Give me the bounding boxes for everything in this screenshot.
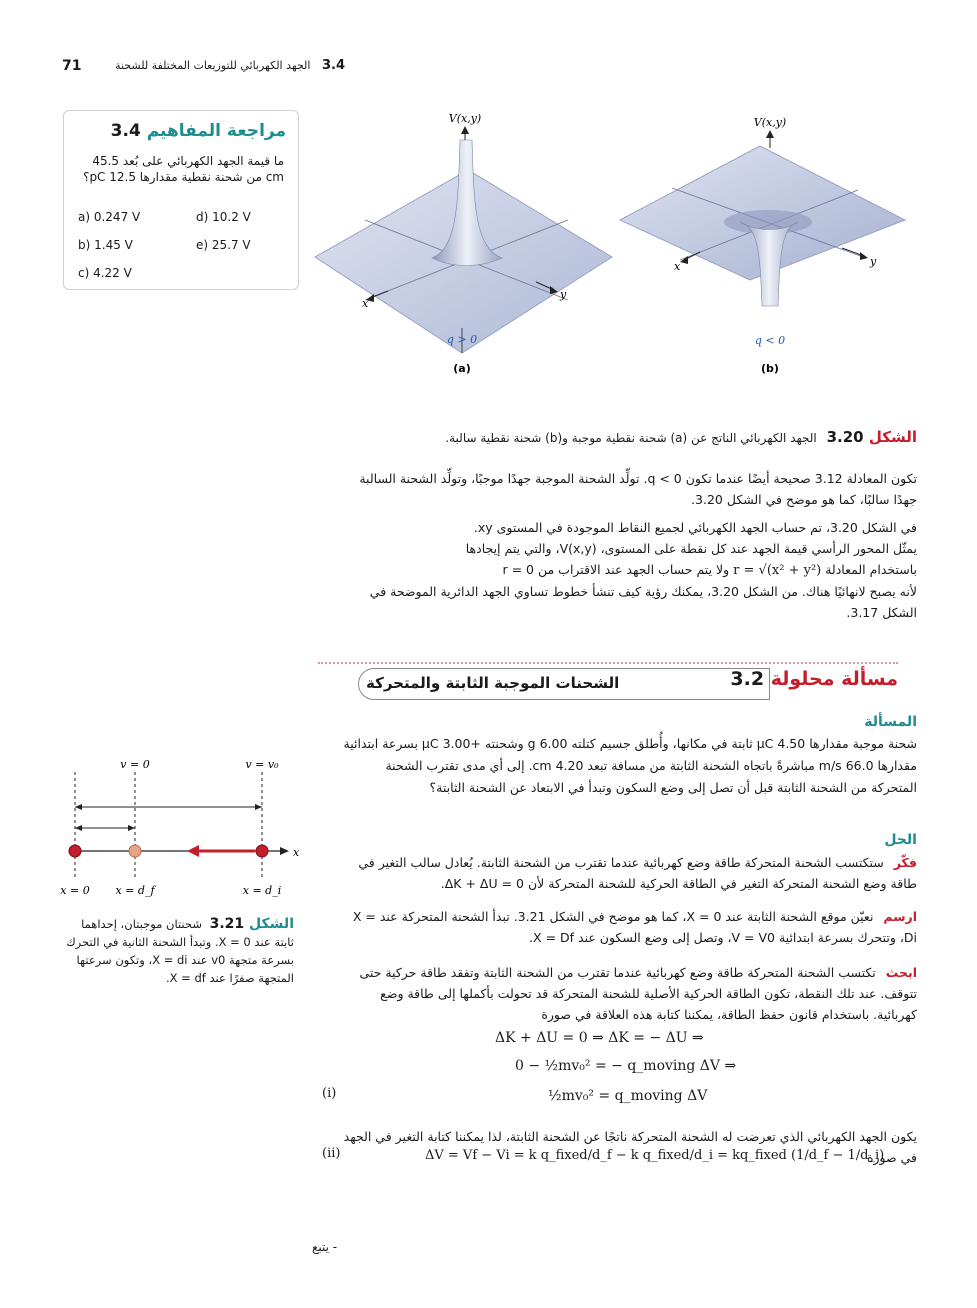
z-arrow-icon [461,126,469,134]
charge-label: q < 0 [754,334,786,347]
think-text: ستكتسب الشحنة المتحركة طاقة وضع كهربائية عندما تقترب من الشحنة الثابتة. يُعادل سالب التغير في طاقة وضع الشحنة المتحركة التغير في الطاقة الحركية للشحنة المتحركة لأن ΔK + ΔU = 0. [358,855,917,891]
continues-label: - يتبع [312,1240,338,1254]
paragraph-2-line-3 [337,559,917,581]
paragraph-2-line-4: لأنه يصبح لانهائيًا هناك. من الشكل 3.20، يمكنك رؤية كيف تنشأ خطوط تساوي الجهد الدائرية الموضحة في الشكل 3.17. [369,584,917,620]
equation-2: 0 − ½mv₀² = − q_moving ΔV ⇒ [515,1058,737,1074]
sketch-step [337,906,917,948]
z-axis-label: V(x,y) [448,112,482,125]
problem-section [337,712,917,799]
problem-text: شحنة موجبة مقدارها 4.50 μC ثابتة في مكانها، وأُطلق جسيم كتلته 6.00 g وشحنته +3.00 μC بسرعة ابتدائية مقدارها 66.0 m/s مباشرةً باتجاه الشحنة الثابتة من مسافة تبعد 4.20 cm. إلى أي مدى تقترب الشحنة المتحركة من الشحنة الثابتة قبل أن تصل إلى وضع السكون وتبدأ في الابتعاد عن الشحنة الثابتة؟ [343,736,917,795]
solution-heading-text: الحل [884,832,917,848]
option-b: b) 1.45 V [78,238,133,252]
x0-label: x = 0 [60,884,90,897]
x-axis-label: x [293,846,300,859]
figure-number: 3.20 [826,428,864,446]
equation-4: ΔV = Vf − Vi = k q_fixed/d_f − k q_fixed/d_i = kq_fixed (1/d_f − 1/d_i) [425,1148,885,1163]
z-axis-label: V(x,y) [753,116,787,129]
solved-problem-header [318,662,898,702]
y-axis-label: y [560,288,567,301]
sketch-label: ارسم [883,909,917,924]
option-a: a) 0.247 V [78,210,141,224]
paragraph-1: تكون المعادلة 3.12 صحيحة أيضًا عندما تكون q < 0. تولِّد الشحنة الموجبة جهدًا موجبًا، وتولِّد الشحنة السالبة جهدًا سالبًا، كما هو موضح في الشكل 3.20. [359,471,917,507]
equation-1: ΔK + ΔU = 0 ⇒ ΔK = − ΔU ⇒ [495,1030,704,1046]
x-arrow-icon [280,847,289,855]
fixed-charge [69,845,81,857]
concept-review-question: ما قيمة الجهد الكهربائي على بُعد 45.5 cm من شحنة نقطية مقدارها 12.5 pC؟ [83,154,284,184]
paragraph-2-line-2: يمثّل المحور الرأسي قيمة الجهد عند كل نقطة على المستوى، V(x,y)، والتي يتم إيجادها [465,541,917,556]
potential-text: يكون الجهد الكهربائي الذي تعرضت له الشحنة المتحركة ناتجًا عن الشحنة الثابتة، لذا يمكننا كتابة التغير في الجهد في صورة [343,1129,917,1165]
section-number: 3.4 [321,58,345,73]
running-head [100,58,345,73]
y-axis-label: y [870,255,877,268]
figure-label: الشكل [868,428,917,446]
figure-3-20-a [310,110,620,380]
solved-problem-title: الشحنات الموجبة الثابتة والمتحركة [366,674,620,692]
panel-label: (b) [761,362,779,375]
figure-number: 3.21 [209,916,245,932]
xi-label: x = d_i [242,884,282,897]
y-arrow-icon [860,252,868,260]
z-arrow-icon [766,130,774,138]
concept-review-title [105,121,286,141]
label-text: مسألة محلولة [770,668,898,690]
x-arrow-icon [680,256,688,264]
option-d: d) 10.2 V [196,210,251,224]
concept-review-number: 3.4 [110,121,141,141]
moving-charge [256,845,268,857]
research-label: ابحث [885,965,917,980]
paragraph-2 [337,517,917,623]
xf-label: x = d_f [115,884,155,897]
paragraph-2-line-1: في الشكل 3.20، تم حساب الجهد الكهربائي لجميع النقاط الموجودة في المستوى xy. [473,520,917,535]
velocity-arrow-icon [187,845,199,857]
x-axis-label: x [674,260,681,273]
label-number: 3.2 [730,668,765,690]
equation-label-i: (i) [322,1086,337,1101]
charge-final-position [129,845,141,857]
option-e: e) 25.7 V [196,238,251,252]
figure-label: الشكل [249,916,294,932]
text: ولا يتم حساب الجهد عند الاقتراب من r = 0 [502,562,730,577]
x-axis-label: x [362,297,369,310]
concept-review-box [63,110,299,290]
section-title: الجهد الكهربائي للتوزيعات المختلفة للشحنة [115,59,311,72]
sketch-text: نعيّن موقع الشحنة الثابتة عند X = 0، كما هو موضح في الشكل 3.21. تبدأ الشحنة المتحركة عند X = Di، وتتحرك بسرعة ابتدائية V = V0، وتصل إلى وضع السكون عند X = Df. [352,909,917,945]
charge-label: q > 0 [446,333,478,346]
equation-label-ii: (ii) [322,1146,341,1161]
concept-review-label: مراجعة المفاهيم [146,121,286,141]
text: باستخدام المعادلة [825,562,917,577]
problem-heading: المسألة [864,714,917,730]
figure-3-20-b [610,110,910,380]
page-number: 71 [62,58,82,74]
equation-3: ½mv₀² = q_moving ΔV [548,1088,708,1104]
figure-caption-text: شحنتان موجبتان، إحداهما ثابتة عند X = 0. وتبدأ الشحنة الثانية في التحرك بسرعة متجهة v0 عند X = di، وتكون سرعتها المتجهة صفرًا عند X = df. [66,917,294,985]
figure-3-20-caption [445,428,917,446]
v-zero-label: v = 0 [120,758,150,771]
figure-3-21 [55,752,305,902]
think-label: فكّر [893,855,917,870]
think-step [337,852,917,894]
research-step [337,962,917,1025]
solved-problem-label [722,668,898,690]
solution-heading [337,830,917,851]
v-initial-label: v = v₀ [245,758,279,771]
figure-caption-text: الجهد الكهربائي الناتج عن (a) شحنة نقطية موجبة و(b) شحنة نقطية سالبة. [445,431,817,445]
research-text: تكتسب الشحنة المتحركة طاقة وضع كهربائية عندما تقترب من الشحنة الثابتة وتفقد طاقة حركية حتى تتوقف. عند تلك النقطة، تكون الطاقة الحركية الأصلية للشحنة المتحركة قد تحولت بأكملها إلى طاقة وضع كهربائية. باستخدام قانون حفظ الطاقة، يمكننا كتابة هذه العلاقة في صورة [359,965,917,1022]
option-c: c) 4.22 V [78,266,132,280]
figure-3-21-caption [60,915,294,987]
panel-label: (a) [453,362,471,375]
formula: r = √(x² + y²) [733,563,822,578]
